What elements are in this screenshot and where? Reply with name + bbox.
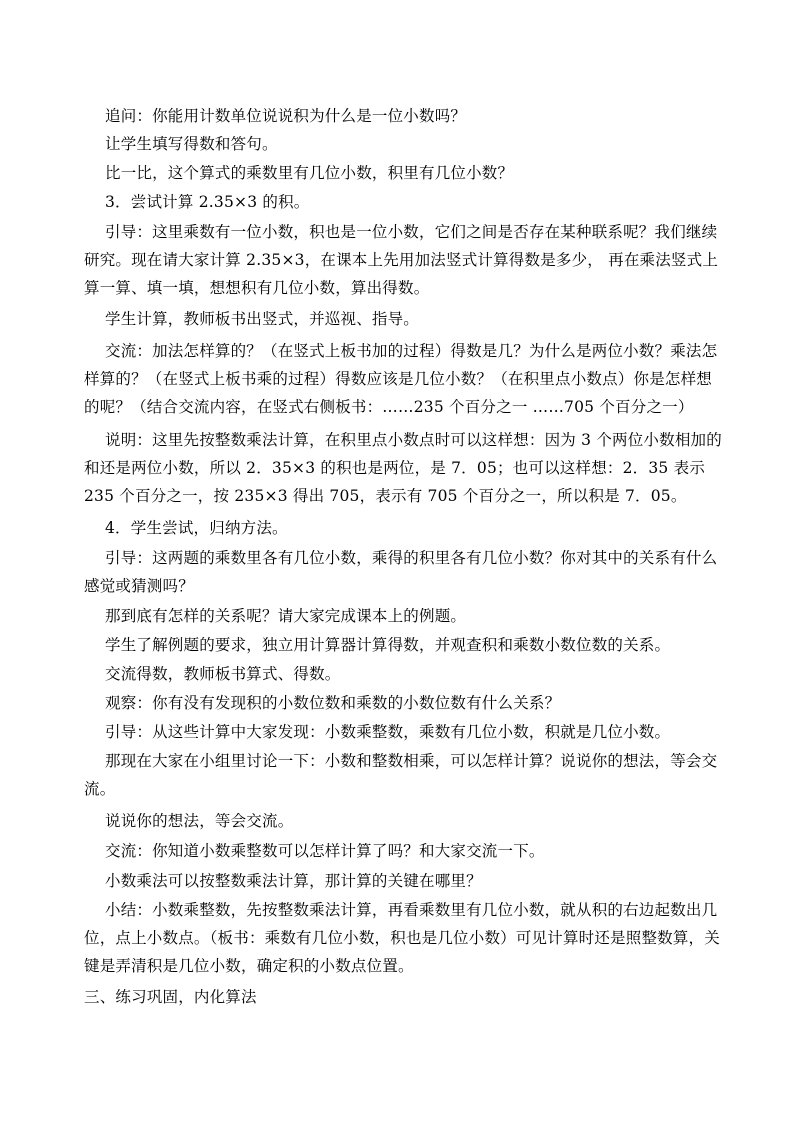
paragraph-followup-question: 追问：你能用计数单位说说积为什么是一位小数吗？ xyxy=(105,107,467,125)
paragraph-step-4: 4．学生尝试，归纳方法。 xyxy=(105,519,288,537)
paragraph-guide-3: 引导：从这些计算中大家发现：小数乘整数，乘数有几位小数，积就是几位小数。 xyxy=(105,723,671,741)
paragraph-key-question: 小数乘法可以按整数乘法计算，那计算的关键在哪里？ xyxy=(105,872,482,890)
paragraph-step-3: 3．尝试计算 2.35×3 的积。 xyxy=(105,193,310,211)
paragraph-fill-answers: 让学生填写得数和答句。 xyxy=(105,135,278,153)
section-heading-practice: 三、练习巩固，内化算法 xyxy=(84,988,257,1006)
paragraph-exchange-1: 交流：加法怎样算的？（在竖式上板书加的过程）得数是几？为什么是两位小数？乘法怎样算的？（在竖式上板书乘的过程）得数应该是几位小数？（在积里点小数点）你是怎样想的呢？（结合交流内容，在竖式右侧板书：……235 个百分之一 ……705 个百分之一） xyxy=(84,342,718,416)
paragraph-exchange-results: 交流得数，教师板书算式、得数。 xyxy=(105,665,341,683)
paragraph-guide-1: 引导：这里乘数有一位小数，积也是一位小数，它们之间是否存在某种联系呢？我们继续研究。现在请大家计算 2.35×3，在课本上先用加法竖式计算得数是多少， 再在乘法竖式上算一算、填一填，想想积有几位小数，算出得数。 xyxy=(84,223,719,297)
paragraph-explanation: 说明：这里先按整数乘法计算，在积里点小数点时可以这样想：因为 3 个两位小数相加的和还是两位小数，所以 2．35×3 的积也是两位，是 7．05；也可以这样想：2．35 表示 235 个百分之一，按 235×3 得出 705，表示有 705 个百分之一，所以积是 7．05。 xyxy=(84,431,722,505)
paragraph-relationship: 那到底有怎样的关系呢？请大家完成课本上的例题。 xyxy=(105,607,467,625)
paragraph-exchange-2: 交流：你知道小数乘整数可以怎样计算了吗？和大家交流一下。 xyxy=(105,842,545,860)
paragraph-guide-2: 引导：这两题的乘数里各有几位小数，乘得的积里各有几位小数？你对其中的关系有什么感觉或猜测吗？ xyxy=(84,549,718,595)
paragraph-group-discussion: 那现在大家在小组里讨论一下：小数和整数相乘，可以怎样计算？说说你的想法，等会交流。 xyxy=(84,752,718,798)
paragraph-summary: 小结：小数乘整数，先按整数乘法计算，再看乘数里有几位小数，就从积的右边起数出几位，点上小数点。（板书：乘数有几位小数，积也是几位小数）可见计算时还是照整数算，关键是弄清积是几位小数，确定积的小数点位置。 xyxy=(84,901,720,975)
paragraph-student-calc: 学生计算，教师板书出竖式，并巡视、指导。 xyxy=(105,310,420,328)
paragraph-compare: 比一比，这个算式的乘数里有几位小数，积里有几位小数？ xyxy=(105,164,514,182)
paragraph-student-understand: 学生了解例题的要求，独立用计算器计算得数，并观查积和乘数小数位数的关系。 xyxy=(105,636,671,654)
paragraph-share-ideas: 说说你的想法，等会交流。 xyxy=(105,812,294,830)
paragraph-observe: 观察：你有没有发现积的小数位数和乘数的小数位数有什么关系？ xyxy=(105,694,561,712)
